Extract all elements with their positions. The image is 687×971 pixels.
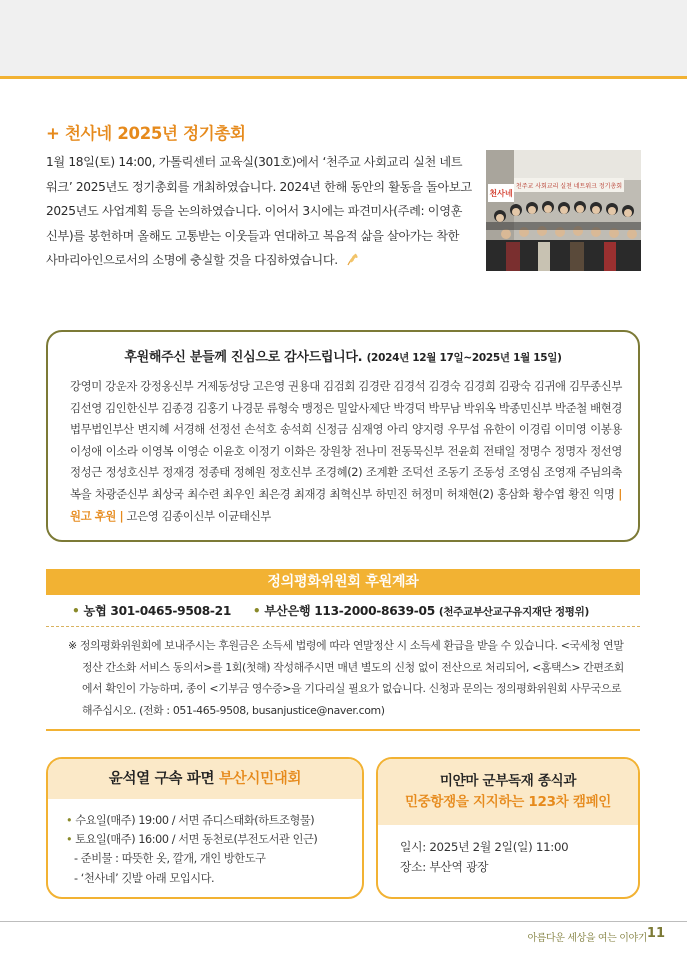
account-holder: (천주교부산교구유지재단 정평위): [438, 606, 589, 618]
bullet-icon: •: [252, 604, 261, 618]
bullet-icon: •: [66, 814, 73, 827]
manuscript-sponsor-names: 고은영 김종이신부 이균태신부: [126, 508, 271, 523]
myanmar-date: 일시: 2025년 2월 2일(일) 11:00: [400, 840, 569, 854]
rally-title-accent: 부산시민대회: [218, 771, 302, 787]
tax-notice-text: ※ 정의평화위원회에 보내주시는 후원금은 소득세 법령에 따라 연말정산 시 소득세 환급을 받을 수 있습니다. <국세청 연말정산 간소화 서비스 동의서>를 1회(첫해) 작성해주시면 매년 별도의 신청 없이 전산으로 처리되어, <홈택스> 간편조회에서 확인이 가능하며, 종이 <기부금 영수증>을 기다리실 필요가 없습니다. 신청과 문의는 정의평화위원회 사무국으로 해주십시오. (전화 : 051-465-9508, busanjustice@naver.com): [68, 639, 624, 717]
donor-names: [70, 376, 622, 527]
rally-item: [66, 830, 344, 849]
thanks-title: [48, 346, 638, 365]
myanmar-place: 장소: 부산역 광장: [400, 860, 489, 874]
rally-title: [48, 759, 362, 799]
rally-item-wed: 수요일(매주) 19:00 / 서면 쥬디스태화(하트조형물): [75, 814, 315, 827]
article-body: [46, 150, 472, 273]
bullet-icon: •: [66, 833, 73, 847]
group-photo-illustration: [486, 150, 641, 271]
account-heading: 정의평화위원회 후원계좌: [46, 569, 640, 595]
header-rule: [0, 76, 687, 79]
tax-notice: [68, 635, 624, 721]
photo-sign-text: 천사네: [489, 189, 513, 198]
donor-name-list: 강영미 강운자 강정옹신부 거제동성당 고은영 권용대 김검회 김경란 김경석 김경숙 김경희 김광숙 김귀애 김무종신부 김선영 김인한신부 김종경 김홍기 나경문 류형숙 맹정은 밀알사제단 박경덕 박무남 박위옥 박종민신부 박준철 배현경 법무법인부산 변지혜 서경해 선정선 손석호 송석희 신정금 심재영 아리 양지령 우무섭 유한이 이경림 이미영 이봉용 이성애 이소라 이영복 이영순 이윤호 이정기 이화은 장원창 전나미 전동묵신부 전윤희 전태일 정명수 정명자 정선영 정성근 정성호신부 정재경 정종태 정혜원 정호신부 조경혜(2) 조계환 조덕선 조동기 조동성 조영심 조영재 주님의축복을 차광준신부 최상국 최수련 최우인 최은경 최재경 최혁신부 하민진 허정미 허채현(2) 홍삼화 황수엽 황진 익명: [70, 379, 622, 501]
rally-title-plain: 윤석열 구속 파면: [108, 771, 215, 787]
article-text: 1월 18일(토) 14:00, 가톨릭센터 교육실(301호)에서 ‘천주교 사회교리 실천 네트워크’ 2025년도 정기총회를 개최하였습니다. 2024년 한해 동안의 활동을 돌아보고 2025년도 사업계획 등을 논의하였습니다. 이어서 3시에는 파견미사(주례: 이영훈 신부)를 봉헌하며 올해도 고통받는 이웃들과 연대하고 복음적 삶을 살아가는 착한 사마리아인으로서의 소명에 충실할 것을 다짐하였습니다.: [46, 155, 472, 268]
article-title: + 천사네 2025년 정기총회: [46, 124, 246, 143]
footer-slogan: 아름다운 세상을 여는 이야기: [527, 933, 647, 944]
thanks-period: (2024년 12월 17일~2025년 1월 15일): [366, 352, 562, 364]
header-band: [0, 0, 687, 76]
rally-gathering: - ‘천사네’ 깃발 아래 모입시다.: [74, 871, 215, 885]
manuscript-sponsor-label: | 원고 후원 |: [70, 486, 622, 523]
section-rule: [46, 729, 640, 731]
rally-item: [66, 811, 344, 830]
bank-account-busan: 부산은행 113-2000-8639-05: [264, 604, 435, 618]
rally-box: [46, 757, 364, 899]
bullet-icon: •: [72, 604, 80, 618]
assembly-photo: [486, 150, 641, 271]
photo-banner-text: 천주교 사회교리 실천 네트워크 정기총회: [515, 183, 623, 190]
myanmar-title-line2: 민중항쟁을 지지하는 123차 캠페인: [404, 794, 612, 810]
bank-account-nh: 농협 301-0465-9508-21: [83, 604, 232, 618]
page-number: 11: [646, 926, 665, 941]
myanmar-title: [378, 759, 638, 825]
wheat-icon: [345, 252, 359, 266]
thanks-heading: 후원해주신 분들께 진심으로 감사드립니다.: [124, 350, 363, 365]
myanmar-details: [378, 825, 638, 877]
myanmar-campaign-box: [376, 757, 640, 899]
donor-thanks-box: [46, 330, 640, 542]
rally-item-sat: 토요일(매주) 16:00 / 서면 동천로(부전도서관 인근): [75, 833, 318, 847]
myanmar-title-line1: 미얀마 군부독재 종식과: [439, 773, 577, 789]
footer-rule: [0, 921, 687, 922]
rally-details: [48, 799, 362, 888]
dashed-divider: [46, 626, 640, 627]
rally-supplies: - 준비물 : 따뜻한 옷, 깔개, 개인 방한도구: [74, 852, 266, 866]
account-numbers: [72, 602, 589, 619]
